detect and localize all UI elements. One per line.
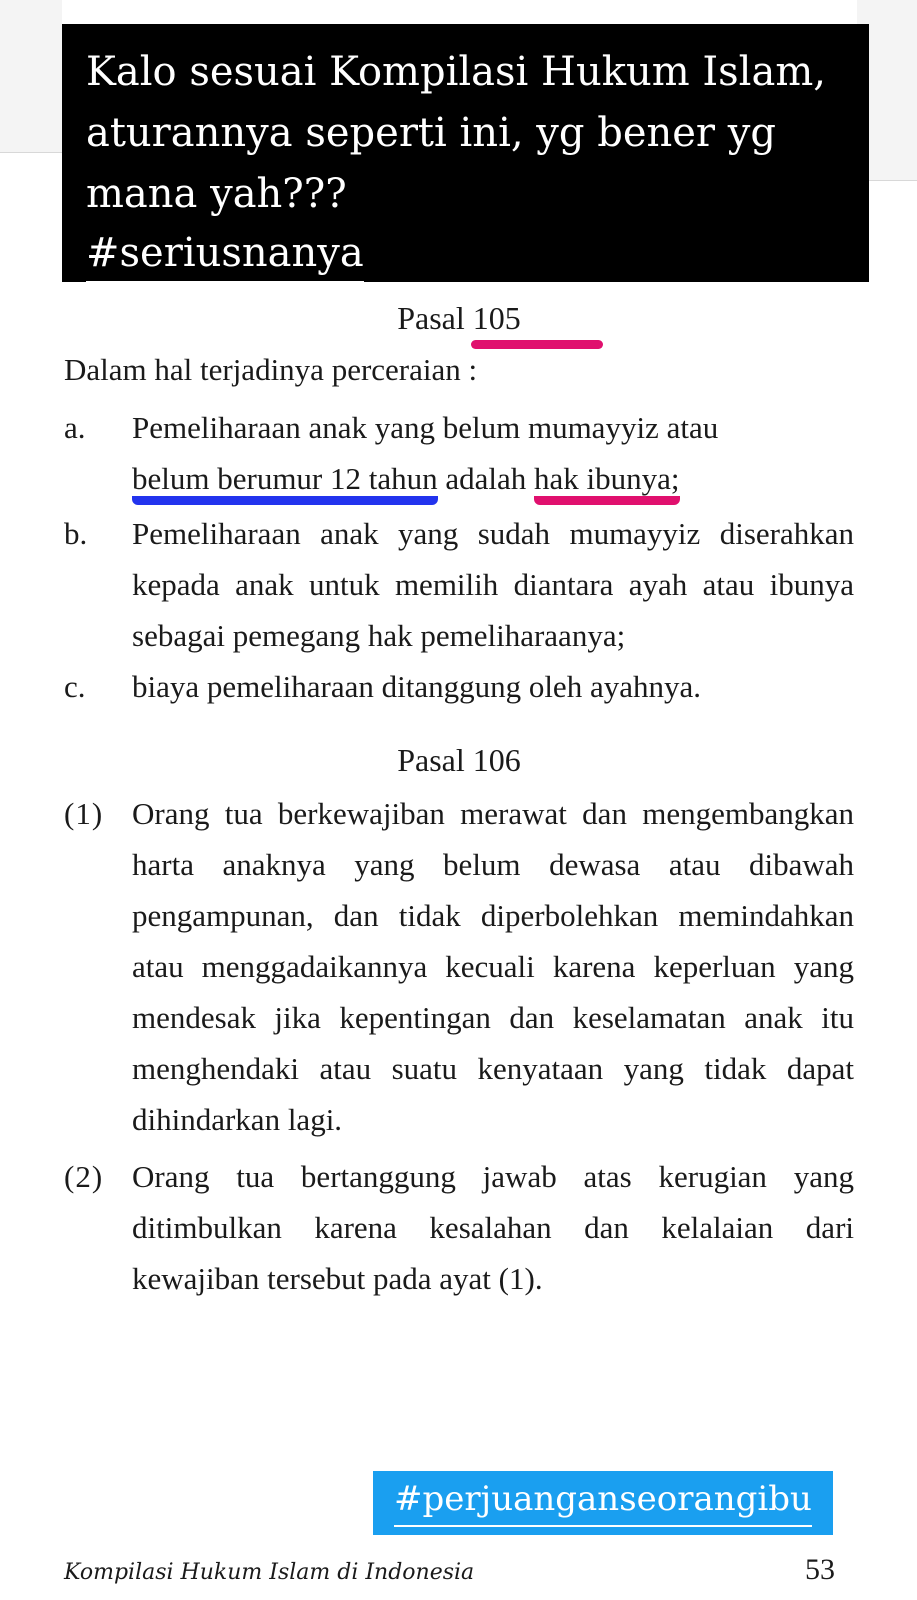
pink-highlighted-text: hak ibunya; xyxy=(534,461,680,505)
pasal-106-item-2 xyxy=(64,1151,854,1304)
caption-line-3: mana yah??? xyxy=(86,171,347,217)
pasal-105-item-c xyxy=(64,661,854,712)
item-marker: c. xyxy=(64,669,86,704)
item-text: Orang tua berkewajiban merawat dan mengembangkan harta anaknya yang belum dewasa atau dibawah pengampunan, dan tidak diperbolehkan memindahkan atau menggadaikannya kecuali karena keperluan yang mendesak jika kepentingan dan keselamatan anak itu menghendaki atau suatu kenyataan yang tidak dapat dihindarkan lagi. xyxy=(132,796,854,1137)
item-text-part: Pemeliharaan anak yang belum mumayyiz atau xyxy=(132,410,719,445)
pasal-105-title: Pasal 105 xyxy=(397,300,521,336)
item-text xyxy=(132,402,854,504)
caption-line-1: Kalo sesuai Kompilasi Hukum Islam, xyxy=(86,49,826,95)
item-marker: (1) xyxy=(64,796,104,831)
item-text: biaya pemeliharaan ditanggung oleh ayahnya. xyxy=(132,669,701,704)
background-left xyxy=(0,0,62,152)
hashtag-badge[interactable] xyxy=(373,1471,833,1535)
item-text: Orang tua bertanggung jawab atas kerugian yang ditimbulkan karena kesalahan dan kelalaian dari kewajiban tersebut pada ayat (1). xyxy=(132,1159,854,1296)
pasal-105-intro: Dalam hal terjadinya perceraian : xyxy=(64,352,478,387)
pasal-105-heading xyxy=(64,296,854,340)
page-number: 53 xyxy=(805,1553,835,1586)
item-marker: (2) xyxy=(64,1159,104,1194)
item-marker: a. xyxy=(64,410,86,445)
blue-highlighted-text: belum berumur 12 tahun xyxy=(132,461,438,505)
frame-line-left xyxy=(0,152,70,153)
hashtag-badge-text[interactable]: #perjuanganseorangibu xyxy=(394,1473,812,1527)
pasal-105-item-b xyxy=(64,508,854,661)
item-text: Pemeliharaan anak yang sudah mumayyiz diserahkan kepada anak untuk memilih diantara ayah atau ibunya sebagai pemegang hak pemeliharaanya; xyxy=(132,516,854,653)
document-page xyxy=(64,296,854,1304)
caption-line-2: aturannya seperti ini, yg bener yg xyxy=(86,110,776,156)
item-marker: b. xyxy=(64,516,88,551)
caption-hashtag-link[interactable]: #seriusnanya xyxy=(86,225,364,284)
pasal-106-title: Pasal 106 xyxy=(397,742,521,778)
item-text-part: adalah xyxy=(437,461,535,496)
pasal-106-item-1 xyxy=(64,788,854,1145)
footer-source-title: Kompilasi Hukum Islam di Indonesia xyxy=(64,1560,475,1585)
caption-box xyxy=(62,24,869,282)
pasal-105-item-a xyxy=(64,402,854,504)
